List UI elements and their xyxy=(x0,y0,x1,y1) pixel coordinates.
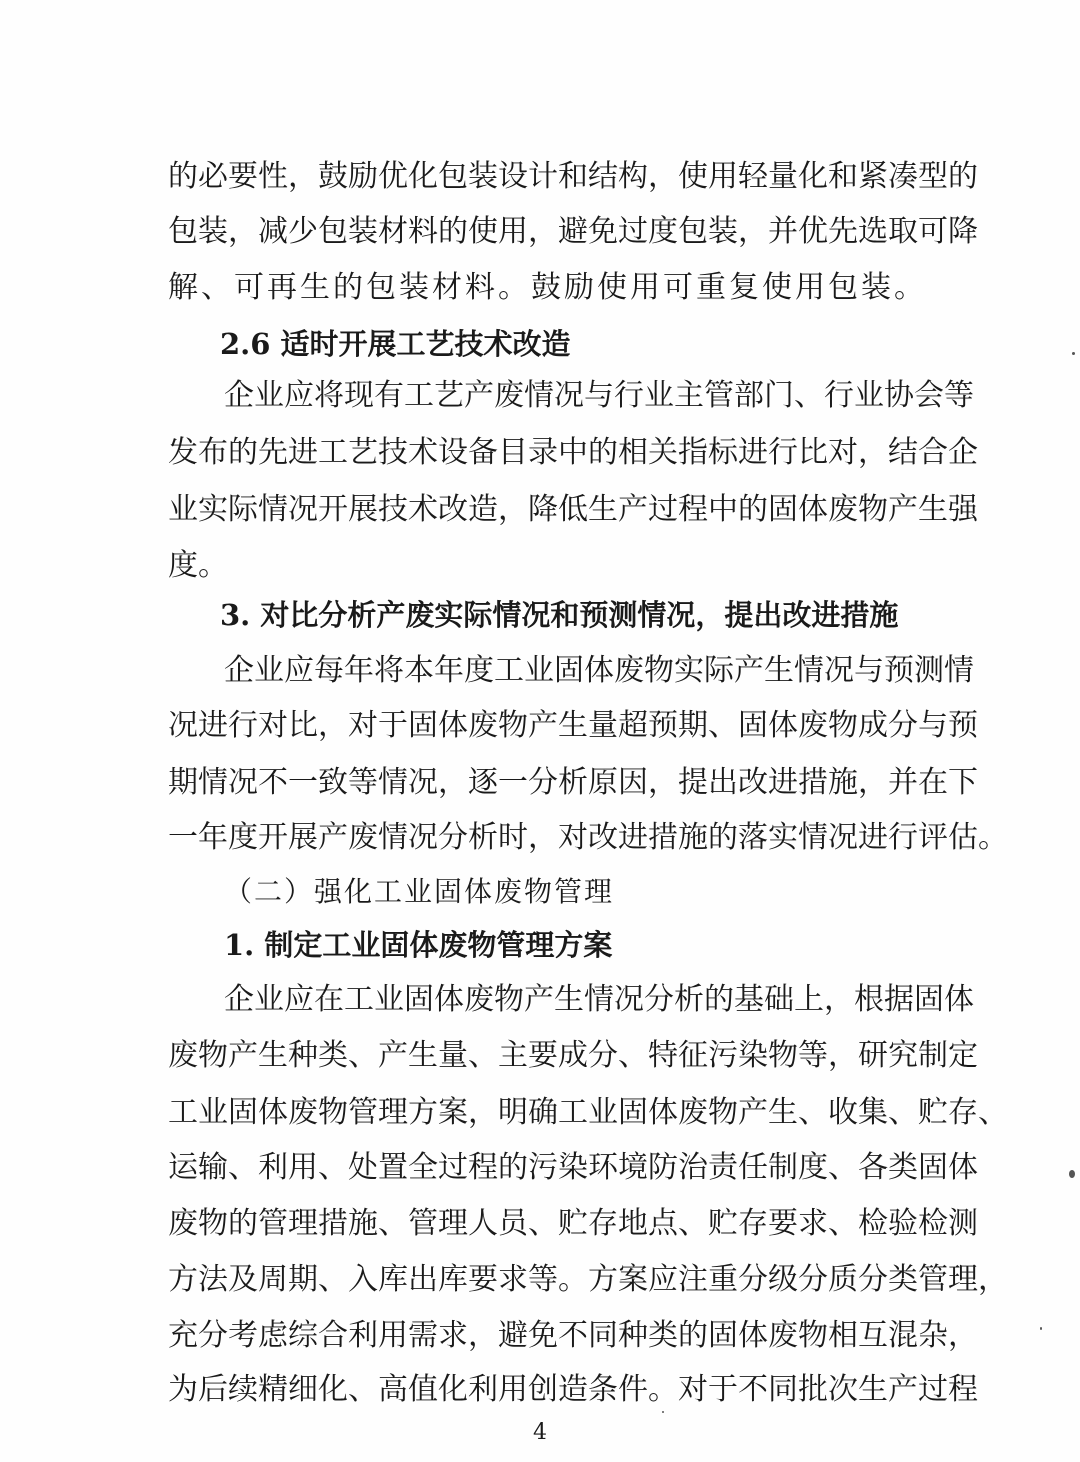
scan-speck xyxy=(662,1411,664,1413)
paragraph-line: 一年度开展产废情况分析时，对改进措施的落实情况进行评估。 xyxy=(168,820,1008,855)
paragraph-line: 度。 xyxy=(168,548,228,583)
paragraph-line: 废物的管理措施、管理人员、贮存地点、贮存要求、检验检测 xyxy=(168,1206,978,1241)
paragraph-line: 为后续精细化、高值化利用创造条件。对于不同批次生产过程 xyxy=(168,1372,978,1407)
scan-speck xyxy=(1072,352,1075,355)
paragraph-line: 企业应将现有工艺产废情况与行业主管部门、行业协会等 xyxy=(224,378,974,413)
paragraph-line: 的必要性，鼓励优化包装设计和结构，使用轻量化和紧凑型的 xyxy=(168,159,978,194)
paragraph-line: 废物产生种类、产生量、主要成分、特征污染物等，研究制定 xyxy=(168,1038,978,1073)
section-heading-1: 1. 制定工业固体废物管理方案 xyxy=(224,928,613,962)
paragraph-line: 方法及周期、入库出库要求等。方案应注重分级分质分类管理， xyxy=(168,1262,1008,1297)
paragraph-line: 解、可再生的包装材料。鼓励使用可重复使用包装。 xyxy=(168,270,927,305)
paragraph-line: 充分考虑综合利用需求，避免不同种类的固体废物相互混杂， xyxy=(168,1318,978,1353)
page-number: 4 xyxy=(533,1420,547,1445)
section-heading-2-6: 2.6 适时开展工艺技术改造 xyxy=(220,327,571,361)
paragraph-line: 工业固体废物管理方案，明确工业固体废物产生、收集、贮存、 xyxy=(168,1095,1008,1130)
scan-speck xyxy=(1040,1327,1042,1330)
paragraph-line: 业实际情况开展技术改造，降低生产过程中的固体废物产生强 xyxy=(168,492,978,527)
paragraph-line: 发布的先进工艺技术设备目录中的相关指标进行比对，结合企 xyxy=(168,435,978,470)
paragraph-line: 期情况不一致等情况，逐一分析原因，提出改进措施，并在下 xyxy=(168,765,978,800)
section-heading-3: 3. 对比分析产废实际情况和预测情况，提出改进措施 xyxy=(220,598,899,632)
paragraph-line: 况进行对比，对于固体废物产生量超预期、固体废物成分与预 xyxy=(168,708,978,743)
subsection-heading: （二）强化工业固体废物管理 xyxy=(224,875,615,908)
paragraph-line: 企业应在工业固体废物产生情况分析的基础上，根据固体 xyxy=(224,982,974,1017)
paragraph-line: 包装，减少包装材料的使用，避免过度包装，并优先选取可降 xyxy=(168,214,978,249)
paragraph-line: 企业应每年将本年度工业固体废物实际产生情况与预测情 xyxy=(224,653,974,688)
scan-speck xyxy=(1069,1170,1075,1178)
paragraph-line: 运输、利用、处置全过程的污染环境防治责任制度、各类固体 xyxy=(168,1150,978,1185)
